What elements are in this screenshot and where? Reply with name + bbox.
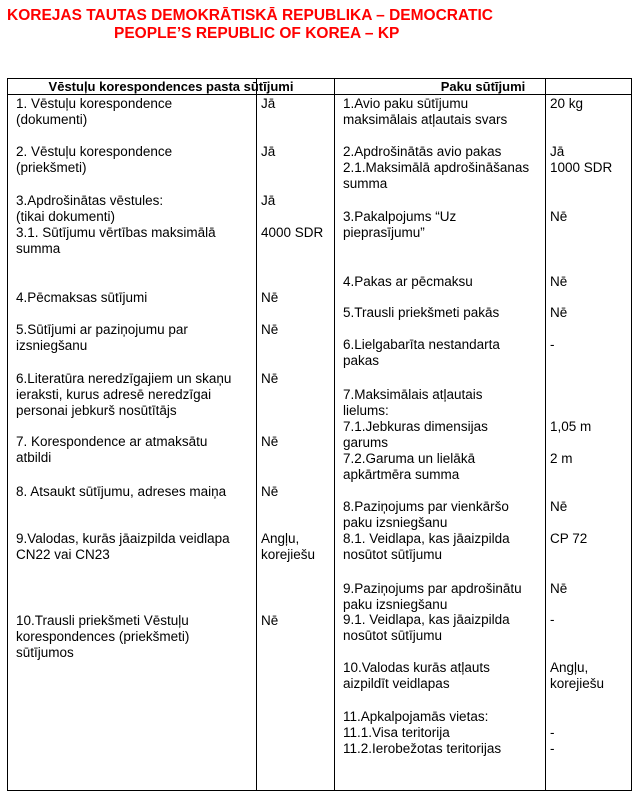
letter-item-value: 4000 SDR — [261, 225, 324, 240]
letter-item-label: 7. Korespondence ar atmaksātu atbildi — [16, 434, 208, 465]
parcel-item-label: 9.Paziņojums par apdrošinātu paku izsniegšanu — [343, 581, 522, 612]
letter-item-label: 1. Vēstuļu korespondence (dokumenti) — [16, 96, 173, 127]
page-title — [7, 7, 632, 43]
letter-item-label: 6.Literatūra neredzīgajiem un skaņu ieraksti, kurus adresē neredzīgai personai jebkurš nosūtītājs — [16, 371, 232, 418]
letter-item-value: Jā — [261, 193, 276, 208]
parcel-item-label: 7.1.Jebkuras dimensijas garums — [343, 419, 488, 450]
parcel-item-value: 1,05 m — [550, 419, 592, 434]
parcel-item-value: Nē — [550, 209, 568, 224]
parcel-item-value: - — [550, 612, 555, 627]
header-parcels: Paku sūtījumi — [440, 79, 526, 94]
parcel-item-value: 1000 SDR — [550, 160, 613, 175]
letter-item-label: 9.Valodas, kurās jāaizpilda veidlapa CN22 vai CN23 — [16, 531, 230, 562]
letter-item-label: 5.Sūtījumi ar paziņojumu par izsniegšanu — [16, 322, 188, 353]
parcel-item-label: 6.Lielgabarīta nestandarta pakas — [343, 337, 500, 368]
letter-item-value: Nē — [261, 322, 279, 337]
parcel-item-value: - — [550, 725, 555, 740]
parcel-item-label: 7.Maksimālais atļautais lielums: — [343, 387, 483, 418]
divider-left-value — [256, 79, 257, 790]
parcel-item-value: Nē — [550, 499, 568, 514]
letter-item-value: Jā — [261, 96, 276, 111]
letter-item-value: Nē — [261, 434, 279, 449]
letter-item-value: Angļu, korejiešu — [261, 531, 316, 562]
parcel-item-value: 20 kg — [550, 96, 584, 111]
parcel-item-label: 3.Pakalpojums “Uz pieprasījumu” — [343, 209, 457, 240]
parcel-item-value: CP 72 — [550, 531, 588, 546]
letter-item-value: Nē — [261, 290, 279, 305]
letter-item-label: 4.Pēcmaksas sūtījumi — [16, 290, 148, 305]
parcel-item-label: 11.Apkalpojamās vietas: — [343, 709, 489, 724]
letter-item-label: 8. Atsaukt sūtījumu, adreses maiņa — [16, 484, 227, 499]
parcel-item-label: 11.1.Visa teritorija — [343, 725, 450, 740]
parcel-item-value: - — [550, 337, 555, 352]
parcel-item-label: 7.2.Garuma un lielākā apkārtmēra summa — [343, 451, 476, 482]
parcel-item-value: Nē — [550, 274, 568, 289]
parcel-item-label: 5.Trausli priekšmeti pakās — [343, 305, 500, 320]
parcel-item-value: Nē — [550, 305, 568, 320]
divider-sections — [334, 79, 335, 790]
divider-right-value — [545, 79, 546, 790]
letter-item-label: 10.Trausli priekšmeti Vēstuļu korespondences (priekšmeti) sūtījumos — [16, 613, 190, 660]
parcel-item-value: 2 m — [550, 451, 573, 466]
parcel-item-value: Nē — [550, 581, 568, 596]
letter-item-label: 3.Apdrošinātas vēstules: (tikai dokumenti) — [16, 193, 164, 224]
parcel-item-label: 8.Paziņojums par vienkāršo paku izsniegšanu — [343, 499, 509, 530]
header-rule — [8, 94, 631, 95]
title-line-1: KOREJAS TAUTAS DEMOKRĀTISKĀ REPUBLIKA – DEMOCRATIC — [7, 7, 493, 24]
parcel-item-label: 1.Avio paku sūtījumu maksimālais atļautais svars — [343, 96, 508, 127]
letter-item-label: 3.1. Sūtījumu vērtības maksimālā summa — [16, 225, 216, 256]
parcel-item-label: 9.1. Veidlapa, kas jāaizpilda nosūtot sūtījumu — [343, 612, 510, 643]
letter-item-value: Nē — [261, 484, 279, 499]
parcel-item-label: 11.2.Ierobežotas teritorijas — [343, 741, 502, 756]
parcel-item-value: Angļu, korejiešu — [550, 660, 605, 691]
letter-item-value: Nē — [261, 371, 279, 386]
parcel-item-value: Jā — [550, 144, 565, 159]
parcel-item-label: 4.Pakas ar pēcmaksu — [343, 274, 473, 289]
parcel-item-label: 8.1. Veidlapa, kas jāaizpilda nosūtot sūtījumu — [343, 531, 510, 562]
parcel-item-label: 2.Apdrošinātās avio pakas — [343, 144, 502, 159]
parcel-item-value: - — [550, 741, 555, 756]
letter-item-value: Nē — [261, 613, 279, 628]
title-line-2: PEOPLE’S REPUBLIC OF KOREA – KP — [114, 25, 400, 42]
parcel-item-label: 10.Valodas kurās atļauts aizpildīt veidlapas — [343, 660, 490, 691]
services-table — [7, 78, 632, 791]
letter-item-label: 2. Vēstuļu korespondence (priekšmeti) — [16, 144, 173, 175]
letter-item-value: Jā — [261, 144, 276, 159]
parcel-item-label: 2.1.Maksimālā apdrošināšanas summa — [343, 160, 530, 191]
header-letter-mail: Vēstuļu korespondences pasta sūtījumi — [48, 79, 294, 94]
